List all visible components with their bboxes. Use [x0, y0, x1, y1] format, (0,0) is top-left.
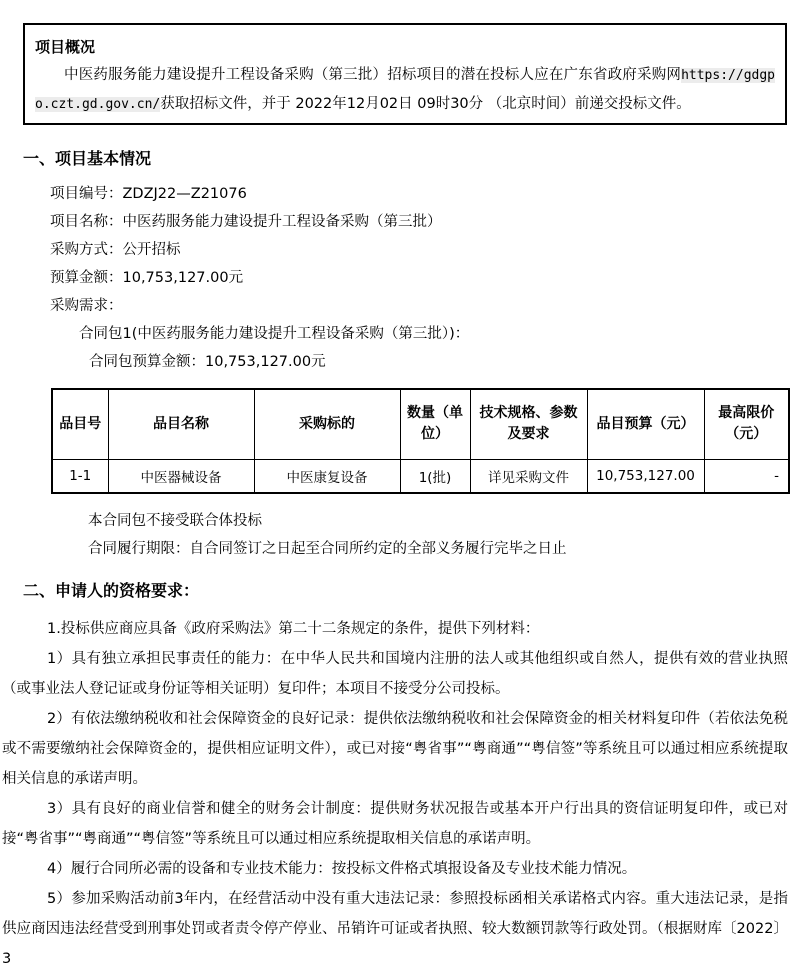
field-procurement-method: 采购方式：公开招标 — [50, 242, 181, 258]
note-no-consortium: 本合同包不接受联合体投标 — [88, 513, 262, 529]
tender-notice-document — [0, 23, 793, 967]
section-qualification-heading: 二、申请人的资格要求： — [23, 581, 200, 600]
contract-package-line: 合同包1(中医药服务能力建设提升工程设备采购（第三批）)： — [79, 326, 470, 342]
field-project-number: 项目编号：ZDZJ22—Z21076 — [50, 186, 247, 202]
cell-quantity-unit: 1(批) — [400, 459, 470, 493]
overview-paragraph — [35, 61, 775, 119]
field-project-name: 项目名称：中医药服务能力建设提升工程设备采购（第三批） — [50, 214, 442, 230]
items-table-row — [52, 459, 789, 493]
qualification-paragraphs — [2, 614, 788, 974]
overview-intro-text: 中医药服务能力建设提升工程设备采购（第三批）招标项目的潜在投标人应在广东省政府采购网 — [64, 67, 682, 83]
cell-item-name: 中医器械设备 — [108, 459, 254, 493]
basic-info-fields — [0, 180, 793, 376]
note-contract-period: 合同履行期限：自合同签订之日起至合同所约定的全部义务履行完毕之日止 — [88, 541, 567, 557]
col-header-item-budget: 品目预算（元） — [587, 389, 704, 459]
cell-tech-specs: 详见采购文件 — [470, 459, 587, 493]
qualification-paragraph-1: 1）具有独立承担民事责任的能力：在中华人民共和国境内注册的法人或其他组织或自然人，提供有效的营业执照（或事业法人登记证或身份证等相关证明）复印件；本项目不接受分公司投标。 — [2, 651, 788, 697]
col-header-item-name: 品目名称 — [108, 389, 254, 459]
qualification-paragraph-intro: 1.投标供应商应具备《政府采购法》第二十二条规定的条件，提供下列材料： — [47, 621, 540, 637]
cell-item-no: 1-1 — [52, 459, 108, 493]
qualification-paragraph-5: 5）参加采购活动前3年内，在经营活动中没有重大违法记录：参照投标函相关承诺格式内容。重大违法记录，是指供应商因违法经营受到刑事处罚或者责令停产停业、吊销许可证或者执照、较大数额罚款等行政处罚。（根据财库〔2022〕3 — [2, 891, 788, 967]
qualification-paragraph-2: 2）有依法缴纳税收和社会保障资金的良好记录：提供依法缴纳税收和社会保障资金的相关材料复印件（若依法免税或不需要缴纳社会保障资金的，提供相应证明文件），或已对接“粤省事”“粤商通”“粤信签”等系统且可以通过相应系统提取相关信息的承诺声明。 — [2, 711, 788, 787]
col-header-quantity-unit: 数量（单位） — [400, 389, 470, 459]
col-header-max-price: 最高限价（元） — [704, 389, 789, 459]
col-header-tech-specs: 技术规格、参数及要求 — [470, 389, 587, 459]
field-procurement-demand-label: 采购需求： — [50, 298, 123, 314]
overview-outro-text: 获取招标文件，并于 2022年12月02日 09时30分 （北京时间）前递交投标文件。 — [160, 96, 691, 112]
qualification-paragraph-4: 4）履行合同所必需的设备和专业技术能力：按投标文件格式填报设备及专业技术能力情况。 — [47, 861, 637, 877]
col-header-procurement-subject: 采购标的 — [254, 389, 400, 459]
field-budget-amount: 预算金额：10,753,127.00元 — [50, 270, 244, 286]
package-notes — [0, 507, 793, 563]
items-table-header-row — [52, 389, 789, 459]
project-overview-box — [23, 23, 787, 125]
overview-title: 项目概况 — [35, 38, 96, 56]
section-basic-info-heading: 一、项目基本情况 — [23, 149, 152, 168]
cell-max-price: - — [704, 459, 789, 493]
items-table — [51, 388, 790, 494]
contract-package-budget-line: 合同包预算金额：10,753,127.00元 — [89, 354, 326, 370]
procurement-website-url: https://gdgpo.czt.gd.gov.cn/ — [35, 68, 775, 112]
qualification-paragraph-3: 3）具有良好的商业信誉和健全的财务会计制度：提供财务状况报告或基本开户行出具的资信证明复印件，或已对接“粤省事”“粤商通”“粤信签”等系统且可以通过相应系统提取相关信息的承诺声明。 — [2, 801, 788, 847]
cell-item-budget: 10,753,127.00 — [587, 459, 704, 493]
col-header-item-no: 品目号 — [52, 389, 108, 459]
cell-procurement-subject: 中医康复设备 — [254, 459, 400, 493]
